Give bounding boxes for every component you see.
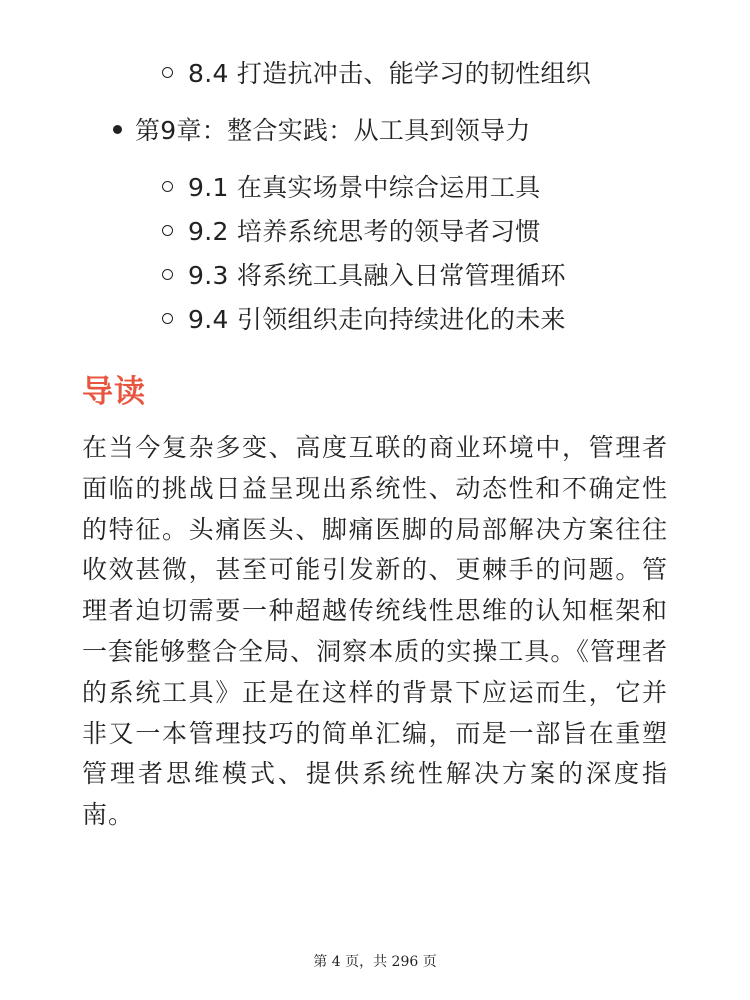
intro-paragraph: 在当今复杂多变、高度互联的商业环境中，管理者面临的挑战日益呈现出系统性、动态性和不确定性的特征。头痛医头、脚痛医脚的局部解决方案往往收效甚微，甚至可能引发新的、更棘手的问题。管理者迫切需要一种超越传统线性思维的认知框架和一套能够整合全局、洞察本质的实操工具。《管理者的系统工具》正是在这样的背景下应运而生，它并非又一本管理技巧的简单汇编，而是一部旨在重塑管理者思维模式、提供系统性解决方案的深度指南。 <box>82 433 668 830</box>
hollow-bullet-icon <box>162 67 173 78</box>
toc-item-9-3 <box>162 254 566 294</box>
toc-item-label: 9.4 引领组织走向持续进化的未来 <box>188 305 566 334</box>
toc-item-9-1 <box>162 166 541 206</box>
toc-item-9-4 <box>162 298 566 338</box>
toc-item-label: 9.1 在真实场景中综合运用工具 <box>188 173 541 202</box>
hollow-bullet-icon <box>162 225 173 236</box>
toc-item-label: 9.2 培养系统思考的领导者习惯 <box>188 217 541 246</box>
toc-item-8-4 <box>162 52 591 92</box>
toc-chapter-label: 第9章：整合实践：从工具到领导力 <box>135 116 531 145</box>
hollow-bullet-icon <box>162 181 173 192</box>
section-heading: 导读 <box>82 374 146 410</box>
hollow-bullet-icon <box>162 269 173 280</box>
toc-chapter-9 <box>113 109 531 149</box>
toc-item-9-2 <box>162 210 541 250</box>
toc-item-label: 9.3 将系统工具融入日常管理循环 <box>188 261 566 290</box>
toc-item-label: 8.4 打造抗冲击、能学习的韧性组织 <box>188 59 592 88</box>
page-number: 第 4 页，共 296 页 <box>313 954 437 970</box>
hollow-bullet-icon <box>162 313 173 324</box>
filled-bullet-icon <box>113 125 122 134</box>
